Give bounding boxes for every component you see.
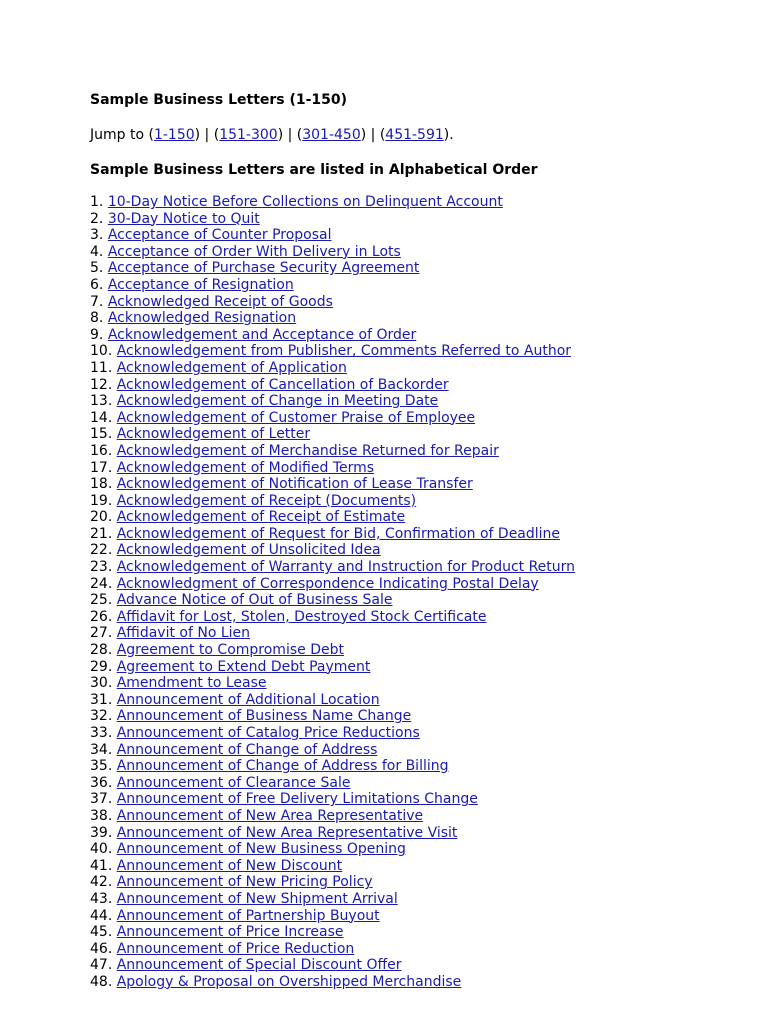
- list-heading: Sample Business Letters are listed in Alphabetical Order: [90, 162, 538, 178]
- jump-link-151-300[interactable]: 151-300: [219, 127, 278, 143]
- list-item-number: 6.: [90, 276, 104, 293]
- list-item-number: 27.: [90, 625, 113, 642]
- list-item-number: 40.: [90, 841, 113, 858]
- list-item-number: 1.: [90, 194, 104, 210]
- list-item-number: 25.: [90, 592, 113, 609]
- list-item: [90, 957, 750, 974]
- list-item: [90, 642, 750, 659]
- list-item-number: 39.: [90, 824, 113, 841]
- list-item-number: 35.: [90, 758, 113, 775]
- list-item: [90, 460, 750, 477]
- letter-link[interactable]: Announcement of Free Delivery Limitations Change: [116, 791, 478, 808]
- list-item: [90, 559, 750, 576]
- list-item-number: 20.: [90, 509, 113, 526]
- list-item: [90, 294, 750, 311]
- letter-link[interactable]: Acknowledgement of Application: [116, 359, 347, 376]
- jump-link-451-591[interactable]: 451-591: [385, 127, 444, 143]
- letter-link[interactable]: 30-Day Notice to Quit: [107, 210, 260, 227]
- list-item-number: 24.: [90, 575, 113, 592]
- letter-link[interactable]: Announcement of New Business Opening: [116, 841, 406, 858]
- letter-link[interactable]: Affidavit for Lost, Stolen, Destroyed Stock Certificate: [116, 608, 487, 625]
- list-item-number: 13.: [90, 393, 113, 410]
- list-item-number: 8.: [90, 310, 104, 327]
- list-item-number: 10.: [90, 343, 113, 360]
- list-item: [90, 775, 750, 792]
- letter-link[interactable]: Announcement of Price Reduction: [116, 940, 355, 957]
- list-item: [90, 841, 750, 858]
- list-item: [90, 659, 750, 676]
- list-item-number: 28.: [90, 642, 113, 659]
- list-item: [90, 675, 750, 692]
- list-item: [90, 327, 750, 344]
- list-item: [90, 858, 750, 875]
- list-item-number: 19.: [90, 492, 113, 509]
- list-item-number: 14.: [90, 409, 113, 426]
- list-item: [90, 393, 750, 410]
- letter-link[interactable]: Announcement of New Pricing Policy: [116, 874, 373, 891]
- list-item-number: 32.: [90, 708, 113, 725]
- letter-link[interactable]: Acceptance of Purchase Security Agreement: [107, 260, 420, 277]
- list-item: [90, 808, 750, 825]
- letter-link[interactable]: Agreement to Compromise Debt: [116, 642, 344, 659]
- list-item-number: 4.: [90, 243, 104, 260]
- list-item-number: 41.: [90, 857, 113, 874]
- list-item-number: 3.: [90, 227, 104, 244]
- letter-link[interactable]: Acknowledged Resignation: [107, 310, 297, 327]
- list-item-number: 46.: [90, 940, 113, 957]
- list-item-number: 45.: [90, 924, 113, 941]
- list-item: [90, 708, 750, 725]
- letter-link[interactable]: Acknowledgement of Customer Praise of Employee: [116, 409, 476, 426]
- letter-link[interactable]: Announcement of Change of Address for Billing: [116, 758, 449, 775]
- list-item-number: 26.: [90, 608, 113, 625]
- list-item-number: 2.: [90, 210, 104, 227]
- list-item: [90, 609, 750, 626]
- list-item: [90, 625, 750, 642]
- list-item: [90, 924, 750, 941]
- list-item-number: 17.: [90, 459, 113, 476]
- letter-link[interactable]: 10-Day Notice Before Collections on Delinquent Account: [107, 194, 503, 210]
- jump-link-1-150[interactable]: 1-150: [153, 127, 195, 143]
- list-item: [90, 377, 750, 394]
- list-item-number: 30.: [90, 675, 113, 692]
- list-item: [90, 410, 750, 427]
- list-item: [90, 194, 750, 211]
- letter-link[interactable]: Acknowledgment of Correspondence Indicating Postal Delay: [116, 575, 539, 592]
- list-item: [90, 509, 750, 526]
- jump-to-label: Jump to: [90, 127, 145, 143]
- list-item-number: 29.: [90, 658, 113, 675]
- list-item: [90, 526, 750, 543]
- page-title: Sample Business Letters (1-150): [90, 92, 348, 108]
- jump-to-nav: Jump to (1-150) | (151-300) | (301-450) | (451-591).: [90, 127, 454, 143]
- list-item: [90, 493, 750, 510]
- list-item-number: 36.: [90, 774, 113, 791]
- letter-link[interactable]: Announcement of Clearance Sale: [116, 774, 351, 791]
- list-item: [90, 592, 750, 609]
- letter-link[interactable]: Acceptance of Counter Proposal: [107, 227, 332, 244]
- letter-link[interactable]: Advance Notice of Out of Business Sale: [116, 592, 393, 609]
- list-item-number: 38.: [90, 807, 113, 824]
- list-item-number: 15.: [90, 426, 113, 443]
- list-item-number: 11.: [90, 359, 113, 376]
- list-item: [90, 825, 750, 842]
- letter-link[interactable]: Acknowledgement of Notification of Lease Transfer: [116, 476, 473, 493]
- letter-link[interactable]: Announcement of Special Discount Offer: [116, 957, 402, 974]
- list-item: [90, 426, 750, 443]
- list-item-number: 22.: [90, 542, 113, 559]
- list-item: [90, 692, 750, 709]
- letter-link[interactable]: Acknowledgement of Letter: [116, 426, 311, 443]
- list-item-number: 42.: [90, 874, 113, 891]
- letter-link[interactable]: Announcement of Price Increase: [116, 924, 344, 941]
- list-item-number: 44.: [90, 907, 113, 924]
- letter-link[interactable]: Announcement of Change of Address: [116, 741, 378, 758]
- letter-link[interactable]: Acknowledgement of Cancellation of Backorder: [116, 376, 449, 393]
- list-item: [90, 941, 750, 958]
- list-item-number: 7.: [90, 293, 104, 310]
- letter-link[interactable]: Acknowledgement of Merchandise Returned for Repair: [116, 442, 499, 459]
- letter-link[interactable]: Announcement of New Area Representative: [116, 807, 424, 824]
- letter-link[interactable]: Acknowledgement of Receipt of Estimate: [116, 509, 406, 526]
- letter-link[interactable]: Acknowledged Receipt of Goods: [107, 293, 333, 310]
- document-page: [90, 90, 750, 991]
- list-item: [90, 791, 750, 808]
- list-item: [90, 476, 750, 493]
- list-item: [90, 974, 750, 991]
- list-item-number: 18.: [90, 476, 113, 493]
- list-item: [90, 360, 750, 377]
- list-item: [90, 310, 750, 327]
- list-item-number: 23.: [90, 559, 113, 576]
- letter-link[interactable]: Acknowledgement and Acceptance of Order: [107, 326, 417, 343]
- list-item: [90, 244, 750, 261]
- list-item: [90, 742, 750, 759]
- list-item: [90, 758, 750, 775]
- letter-link[interactable]: Agreement to Extend Debt Payment: [116, 658, 371, 675]
- letter-link[interactable]: Acknowledgement of Receipt (Documents): [116, 492, 417, 509]
- list-item-number: 16.: [90, 442, 113, 459]
- list-item: [90, 260, 750, 277]
- letter-link[interactable]: Acknowledgement of Request for Bid, Confirmation of Deadline: [116, 525, 561, 542]
- list-item: [90, 891, 750, 908]
- list-item: [90, 227, 750, 244]
- letter-link[interactable]: Apology & Proposal on Overshipped Merchandise: [116, 973, 462, 990]
- list-item: [90, 277, 750, 294]
- list-item: [90, 908, 750, 925]
- list-item: [90, 725, 750, 742]
- letter-link[interactable]: Announcement of New Shipment Arrival: [116, 890, 398, 907]
- letter-link[interactable]: Announcement of Business Name Change: [116, 708, 412, 725]
- letter-link[interactable]: Affidavit of No Lien: [116, 625, 251, 642]
- letter-link[interactable]: Announcement of New Discount: [116, 857, 343, 874]
- letter-link[interactable]: Acknowledgement of Modified Terms: [116, 459, 375, 476]
- jump-link-301-450[interactable]: 301-450: [302, 127, 361, 143]
- list-item-number: 48.: [90, 973, 113, 990]
- list-item-number: 37.: [90, 791, 113, 808]
- letter-link[interactable]: Amendment to Lease: [116, 675, 267, 692]
- list-item-number: 31.: [90, 691, 113, 708]
- list-item-number: 43.: [90, 890, 113, 907]
- letter-link[interactable]: Acknowledgement of Unsolicited Idea: [116, 542, 381, 559]
- list-item: [90, 576, 750, 593]
- letter-link[interactable]: Acknowledgement of Warranty and Instruction for Product Return: [116, 559, 576, 576]
- list-item: [90, 443, 750, 460]
- letter-list: [90, 194, 750, 991]
- list-item: [90, 542, 750, 559]
- letter-link[interactable]: Announcement of Partnership Buyout: [116, 907, 380, 924]
- list-item: [90, 874, 750, 891]
- list-item-number: 21.: [90, 525, 113, 542]
- letter-link[interactable]: Acknowledgement of Change in Meeting Date: [116, 393, 439, 410]
- letter-link[interactable]: Acknowledgement from Publisher, Comments Referred to Author: [116, 343, 572, 360]
- letter-link[interactable]: Announcement of Additional Location: [116, 691, 380, 708]
- letter-link[interactable]: Acceptance of Resignation: [107, 276, 294, 293]
- letter-link[interactable]: Acceptance of Order With Delivery in Lots: [107, 243, 401, 260]
- letter-link[interactable]: Announcement of Catalog Price Reductions: [116, 725, 420, 741]
- list-item-number: 5.: [90, 260, 104, 277]
- list-item-number: 9.: [90, 326, 104, 343]
- list-item: [90, 343, 750, 360]
- list-item-number: 12.: [90, 376, 113, 393]
- list-item-number: 34.: [90, 741, 113, 758]
- list-item: [90, 211, 750, 228]
- list-item-number: 47.: [90, 957, 113, 974]
- list-item-number: 33.: [90, 725, 113, 741]
- letter-link[interactable]: Announcement of New Area Representative Visit: [116, 824, 458, 841]
